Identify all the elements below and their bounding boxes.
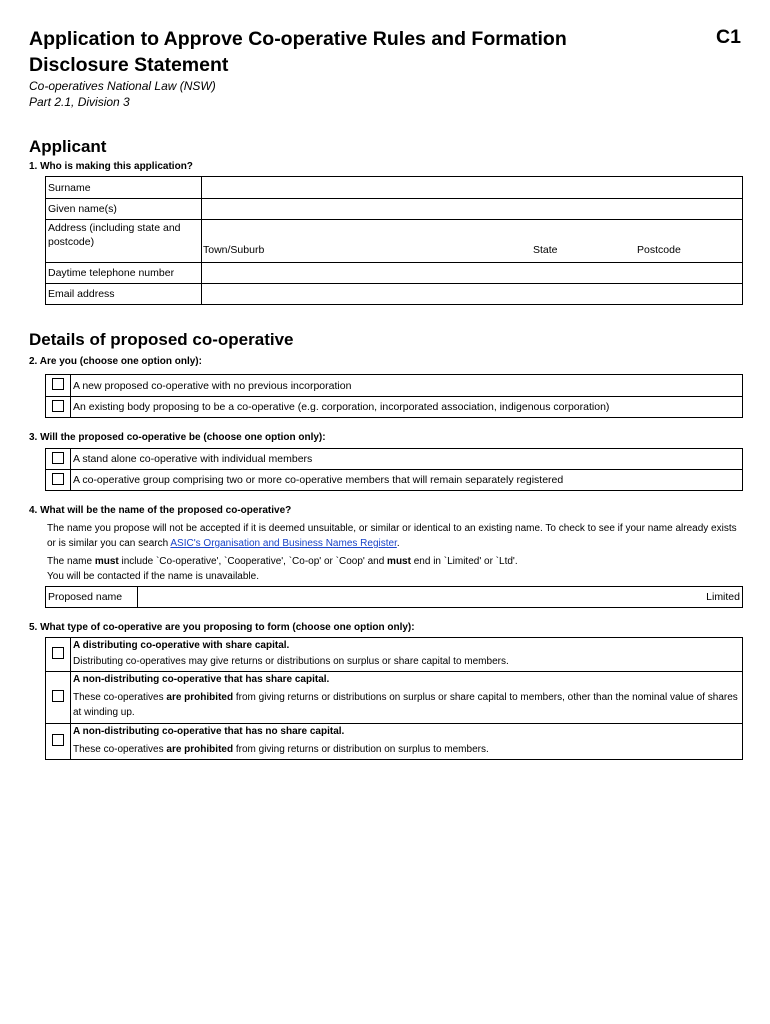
q5-option-2-checkbox[interactable] [46,672,71,724]
law-reference: Co-operatives National Law (NSW) [29,79,216,93]
rule-text: The name [47,556,95,567]
name-rules [47,554,742,569]
q2-option-2-checkbox[interactable] [46,397,71,418]
question-4: 4. What will be the name of the proposed co-operative? [29,505,292,516]
phone-label: Daytime telephone number [46,263,202,284]
q5-option-1-checkbox[interactable] [46,638,71,672]
q3-option-1-label: A stand alone co-operative with individual members [71,449,743,470]
guidance-text: The name you propose will not be accepted if it is deemed unsuitable, or similar or identical to an existing name. To check to see if your name already exists or is similar you can search [47,523,737,549]
q5-option-1-text: Distributing co-operatives may give returns or distributions on surplus or share capital to members. [73,656,509,667]
q3-option-2-label: A co-operative group comprising two or more co-operative members that will remain separately registered [71,470,743,491]
proposed-name-label: Proposed name [46,587,138,608]
checkbox-icon [52,378,64,390]
q3-options [45,448,743,491]
given-name-field[interactable] [202,199,743,220]
address-label: Address (including state and postcode) [46,220,202,263]
option-text: from giving returns or distribution on surplus to members. [233,744,489,755]
option-text: These co-operatives [73,692,167,703]
state-label: State [533,244,558,256]
name-contact-note: You will be contacted if the name is unavailable. [47,571,259,582]
option-text: These co-operatives [73,744,167,755]
q5-option-3 [71,724,743,760]
proposed-name-field[interactable] [138,587,743,608]
q2-option-1-checkbox[interactable] [46,375,71,397]
limited-suffix: Limited [706,591,740,603]
postcode-label: Postcode [637,244,681,256]
email-field[interactable] [202,284,743,305]
q3-option-1-checkbox[interactable] [46,449,71,470]
guidance-period: . [396,538,400,549]
checkbox-icon [52,647,64,659]
question-3: 3. Will the proposed co-operative be (choose one option only): [29,432,326,443]
rule-text: end in `Limited' or `Ltd'. [410,556,518,567]
rule-text: include `Co-operative', `Cooperative', `Co-op' or `Coop' and [118,556,388,567]
q5-option-1 [71,638,743,672]
applicant-table [45,176,743,305]
form-title: Application to Approve Co-operative Rules and Formation Disclosure Statement [29,28,567,76]
q5-option-1-title: A distributing co-operative with share capital. [73,640,290,651]
given-name-label: Given name(s) [46,199,202,220]
applicant-heading: Applicant [29,137,107,156]
phone-field[interactable] [202,263,743,284]
rule-must: must [94,556,119,567]
option-emphasis: are prohibited [166,744,234,755]
q2-option-2-label: An existing body proposing to be a co-operative (e.g. corporation, incorporated association, indigenous corporation) [71,397,743,418]
address-field[interactable] [202,220,743,263]
q5-option-3-checkbox[interactable] [46,724,71,760]
checkbox-icon [52,734,64,746]
part-reference: Part 2.1, Division 3 [29,95,130,109]
q5-option-2 [71,672,743,724]
asic-register-link[interactable]: ASIC's Organisation and Business Names Register [170,538,397,549]
proposed-name-table [45,586,743,608]
form-code: C1 [716,26,741,48]
checkbox-icon [52,452,64,464]
q3-option-2-checkbox[interactable] [46,470,71,491]
checkbox-icon [52,473,64,485]
checkbox-icon [52,690,64,702]
q2-options [45,374,743,418]
town-label: Town/Suburb [203,244,265,256]
q5-options [45,637,743,760]
details-heading: Details of proposed co-operative [29,330,294,349]
surname-label: Surname [46,177,202,199]
q5-option-3-title: A non-distributing co-operative that has no share capital. [73,726,345,737]
checkbox-icon [52,400,64,412]
rule-must: must [387,556,411,567]
question-1: 1. Who is making this application? [29,161,193,172]
q5-option-2-text [73,690,740,720]
q5-option-3-text [73,742,740,758]
email-label: Email address [46,284,202,305]
surname-field[interactable] [202,177,743,199]
option-text: from giving returns or distributions on surplus or share capital to members, other than the nominal value of shares at winding up. [73,692,738,718]
question-5: 5. What type of co-operative are you proposing to form (choose one option only): [29,622,415,633]
question-2: 2. Are you (choose one option only): [29,356,202,367]
option-emphasis: are prohibited [166,692,234,703]
q5-option-2-title: A non-distributing co-operative that has share capital. [73,674,330,685]
name-guidance [47,521,742,551]
q2-option-1-label: A new proposed co-operative with no previous incorporation [71,375,743,397]
